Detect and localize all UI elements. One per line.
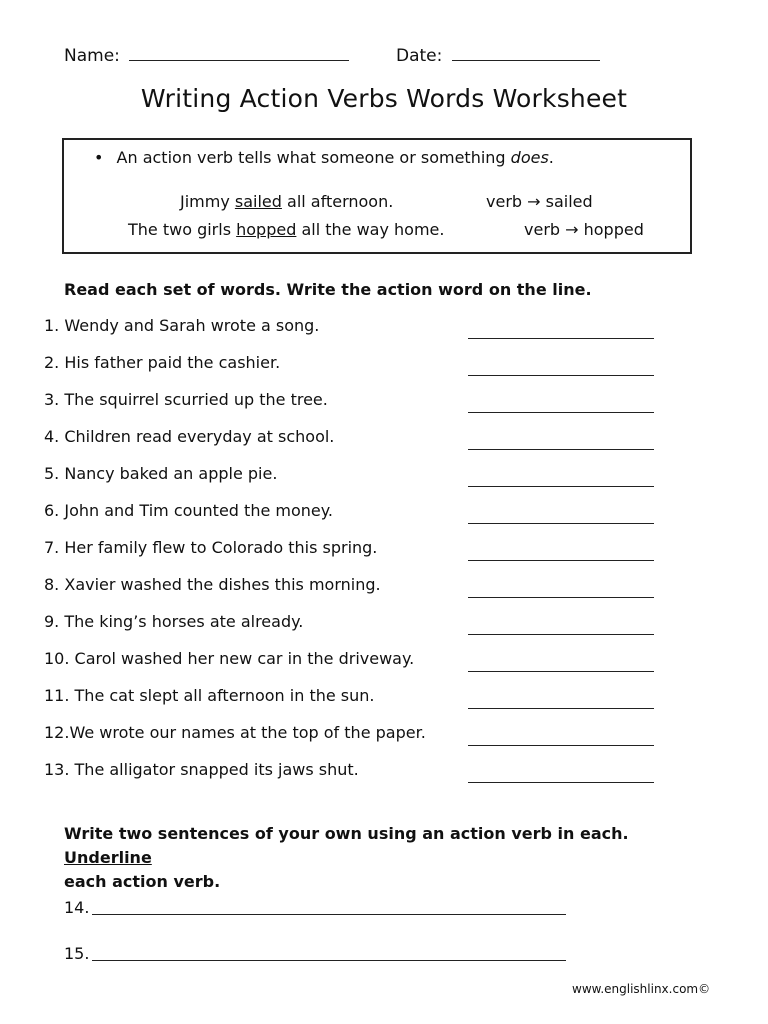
- question-5: 5. Nancy baked an apple pie.: [44, 464, 278, 483]
- question-6: 6. John and Tim counted the money.: [44, 501, 334, 520]
- example-sentence-1: Jimmy sailed all afternoon.: [180, 192, 394, 211]
- question-13: 13. The alligator snapped its jaws shut.: [44, 760, 359, 779]
- question-12: 12.We wrote our names at the top of the paper.: [44, 723, 426, 742]
- instructions: Read each set of words. Write the action word on the line.: [64, 280, 592, 299]
- underline-word: Underline: [64, 848, 152, 867]
- question-10: 10. Carol washed her new car in the driveway.: [44, 649, 415, 668]
- date-field: [396, 44, 600, 66]
- worksheet-title: Writing Action Verbs Words Worksheet: [140, 84, 628, 113]
- writing-instructions: Write two sentences of your own using an action verb in each. Underline each action verb.: [64, 824, 629, 891]
- question-11: 11. The cat slept all afternoon in the sun.: [44, 686, 375, 705]
- question-9: 9. The king’s horses ate already.: [44, 612, 304, 631]
- answer-line-7[interactable]: [468, 544, 654, 561]
- answer-line-1[interactable]: [468, 322, 654, 339]
- example-answer-2: verb → hopped: [524, 220, 644, 239]
- question-1: 1. Wendy and Sarah wrote a song.: [44, 316, 320, 335]
- question-3: 3. The squirrel scurried up the tree.: [44, 390, 328, 409]
- date-label: Date:: [396, 46, 443, 66]
- name-label: Name:: [64, 46, 120, 66]
- answer-line-10[interactable]: [468, 655, 654, 672]
- example-answer-1: verb → sailed: [486, 192, 593, 211]
- sentence-14-label: 14.: [64, 898, 90, 917]
- emphasis-does: does: [510, 148, 549, 167]
- answer-line-4[interactable]: [468, 433, 654, 450]
- answer-line-5[interactable]: [468, 470, 654, 487]
- bullet: •: [94, 148, 104, 167]
- date-blank[interactable]: [452, 44, 600, 61]
- answer-line-3[interactable]: [468, 396, 654, 413]
- sentence-15-label: 15.: [64, 944, 90, 963]
- name-field: [64, 44, 349, 66]
- definition-box: [62, 138, 692, 254]
- answer-line-8[interactable]: [468, 581, 654, 598]
- question-4: 4. Children read everyday at school.: [44, 427, 335, 446]
- sentence-line-15[interactable]: [92, 946, 566, 961]
- question-2: 2. His father paid the cashier.: [44, 353, 281, 372]
- example-verb-1: sailed: [234, 192, 282, 211]
- example-sentence-2: The two girls hopped all the way home.: [128, 220, 445, 239]
- question-8: 8. Xavier washed the dishes this morning.: [44, 575, 381, 594]
- example-verb-2: hopped: [236, 220, 297, 239]
- name-blank[interactable]: [129, 44, 349, 61]
- answer-line-6[interactable]: [468, 507, 654, 524]
- answer-line-12[interactable]: [468, 729, 654, 746]
- question-7: 7. Her family flew to Colorado this spring.: [44, 538, 378, 557]
- footer-credit: www.englishlinx.com©: [572, 982, 711, 996]
- answer-line-9[interactable]: [468, 618, 654, 635]
- answer-line-11[interactable]: [468, 692, 654, 709]
- definition-text: • An action verb tells what someone or something does.: [94, 148, 554, 167]
- answer-line-2[interactable]: [468, 359, 654, 376]
- sentence-line-14[interactable]: [92, 900, 566, 915]
- answer-line-13[interactable]: [468, 766, 654, 783]
